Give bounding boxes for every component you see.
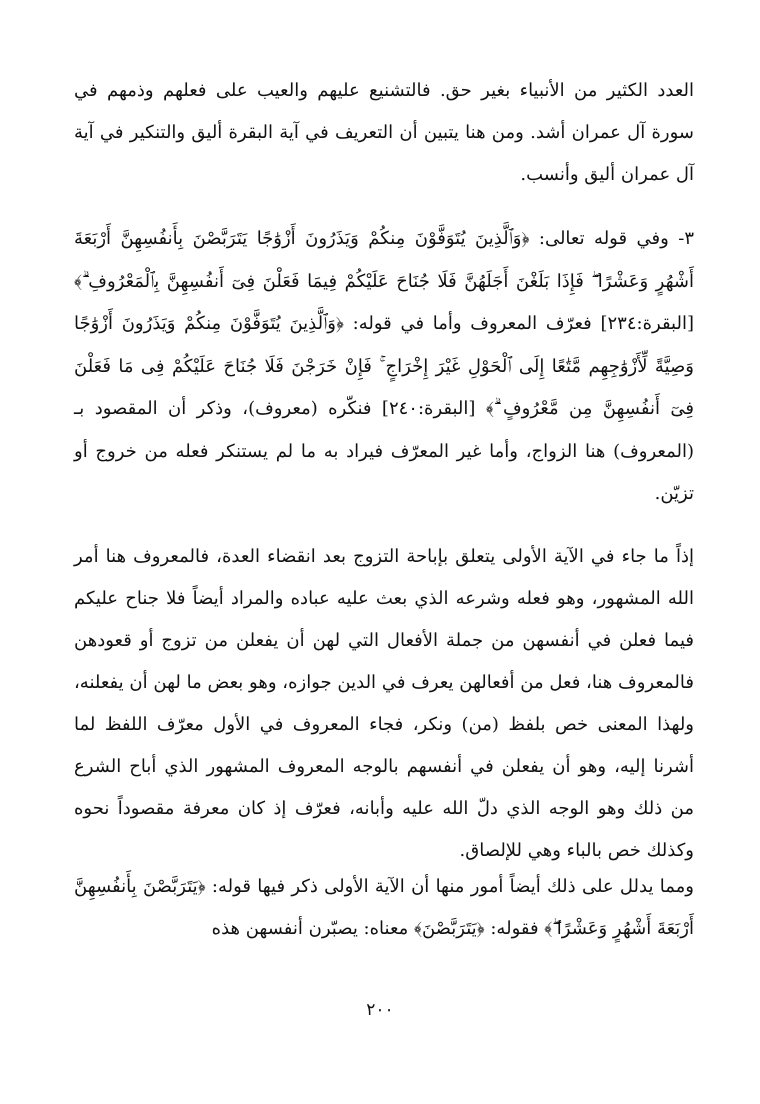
paragraph-4: ومما يدلل على ذلك أيضاً أمور منها أن الآية الأولى ذكر فيها قوله: ﴿يَتَرَبَّصْنَ بِأَنفُسِهِنَّ أَرْبَعَةَ أَشْهُرٍ وَعَشْرًا ۖ﴾ فقوله: ﴿يَتَرَبَّصْنَ﴾ معناه: يصبّرن أنفسهن هذه xyxy=(74,876,694,939)
paragraph-3: إذاً ما جاء في الآية الأولى يتعلق بإباحة التزوج بعد انقضاء العدة، فالمعروف هنا أمر الله المشهور، وهو فعله وشرعه الذي بعث عليه عباده والمراد أيضاً فلا جناح عليكم فيما فعلن في أنفسهن من جملة الأفعال التي لهن أن يفعلن من تزوج أو قعودهن فالمعروف هنا، فعل من أفعالهن يعرف في الدين جوازه، وهو بعض ما لهن أن يفعلنه، ولهذا المعنى خص بلفظ (من) ونكر، فجاء المعروف في الأول معرّف اللفظ لما أشرنا إليه، وهو أن يفعلن في أنفسهم بالوجه المعروف المشهور الذي أباح الشرع من ذلك وهو الوجه الذي دلّ الله عليه وأبانه، فعرّف إذ كان معرفة مقصوداً نحوه وكذلك خص بالباء وهي للإلصاق. xyxy=(74,546,694,861)
paragraph-2: ٣- وفي قوله تعالى: ﴿وَٱلَّذِينَ يُتَوَفَّوْنَ مِنكُمْ وَيَذَرُونَ أَزْوَٰجًا يَتَرَبَّصْنَ بِأَنفُسِهِنَّ أَرْبَعَةَ أَشْهُرٍ وَعَشْرًا ۖ فَإِذَا بَلَغْنَ أَجَلَهُنَّ فَلَا جُنَاحَ عَلَيْكُمْ فِيمَا فَعَلْنَ فِىٓ أَنفُسِهِنَّ بِٱلْمَعْرُوفِ ۗ﴾ [البقرة:٢٣٤] فعرّف المعروف وأما في قوله: ﴿وَٱلَّذِينَ يُتَوَفَّوْنَ مِنكُمْ وَيَذَرُونَ أَزْوَٰجًا وَصِيَّةً لِّأَزْوَٰجِهِم مَّتَٰعًا إِلَى ٱلْحَوْلِ غَيْرَ إِخْرَاجٍ ۚ فَإِنْ خَرَجْنَ فَلَا جُنَاحَ عَلَيْكُمْ فِى مَا فَعَلْنَ فِىٓ أَنفُسِهِنَّ مِن مَّعْرُوفٍ ۗ﴾ [البقرة:٢٤٠] فنكّره (معروف)، وذكر أن المقصود بـ (المعروف) هنا الزواج، وأما غير المعرّف فيراد به ما لم يستنكر فعله من خروج أو تزيّن. xyxy=(74,228,694,504)
paragraph-1: العدد الكثير من الأنبياء بغير حق. فالتشنيع عليهم والعيب على فعلهم وذمهم في سورة آل عمران أشد. ومن هنا يتبين أن التعريف في آية البقرة أليق والتنكير في آية آل عمران أليق وأنسب. xyxy=(74,80,694,185)
page-number: ٢٠٠ xyxy=(366,1000,394,1020)
